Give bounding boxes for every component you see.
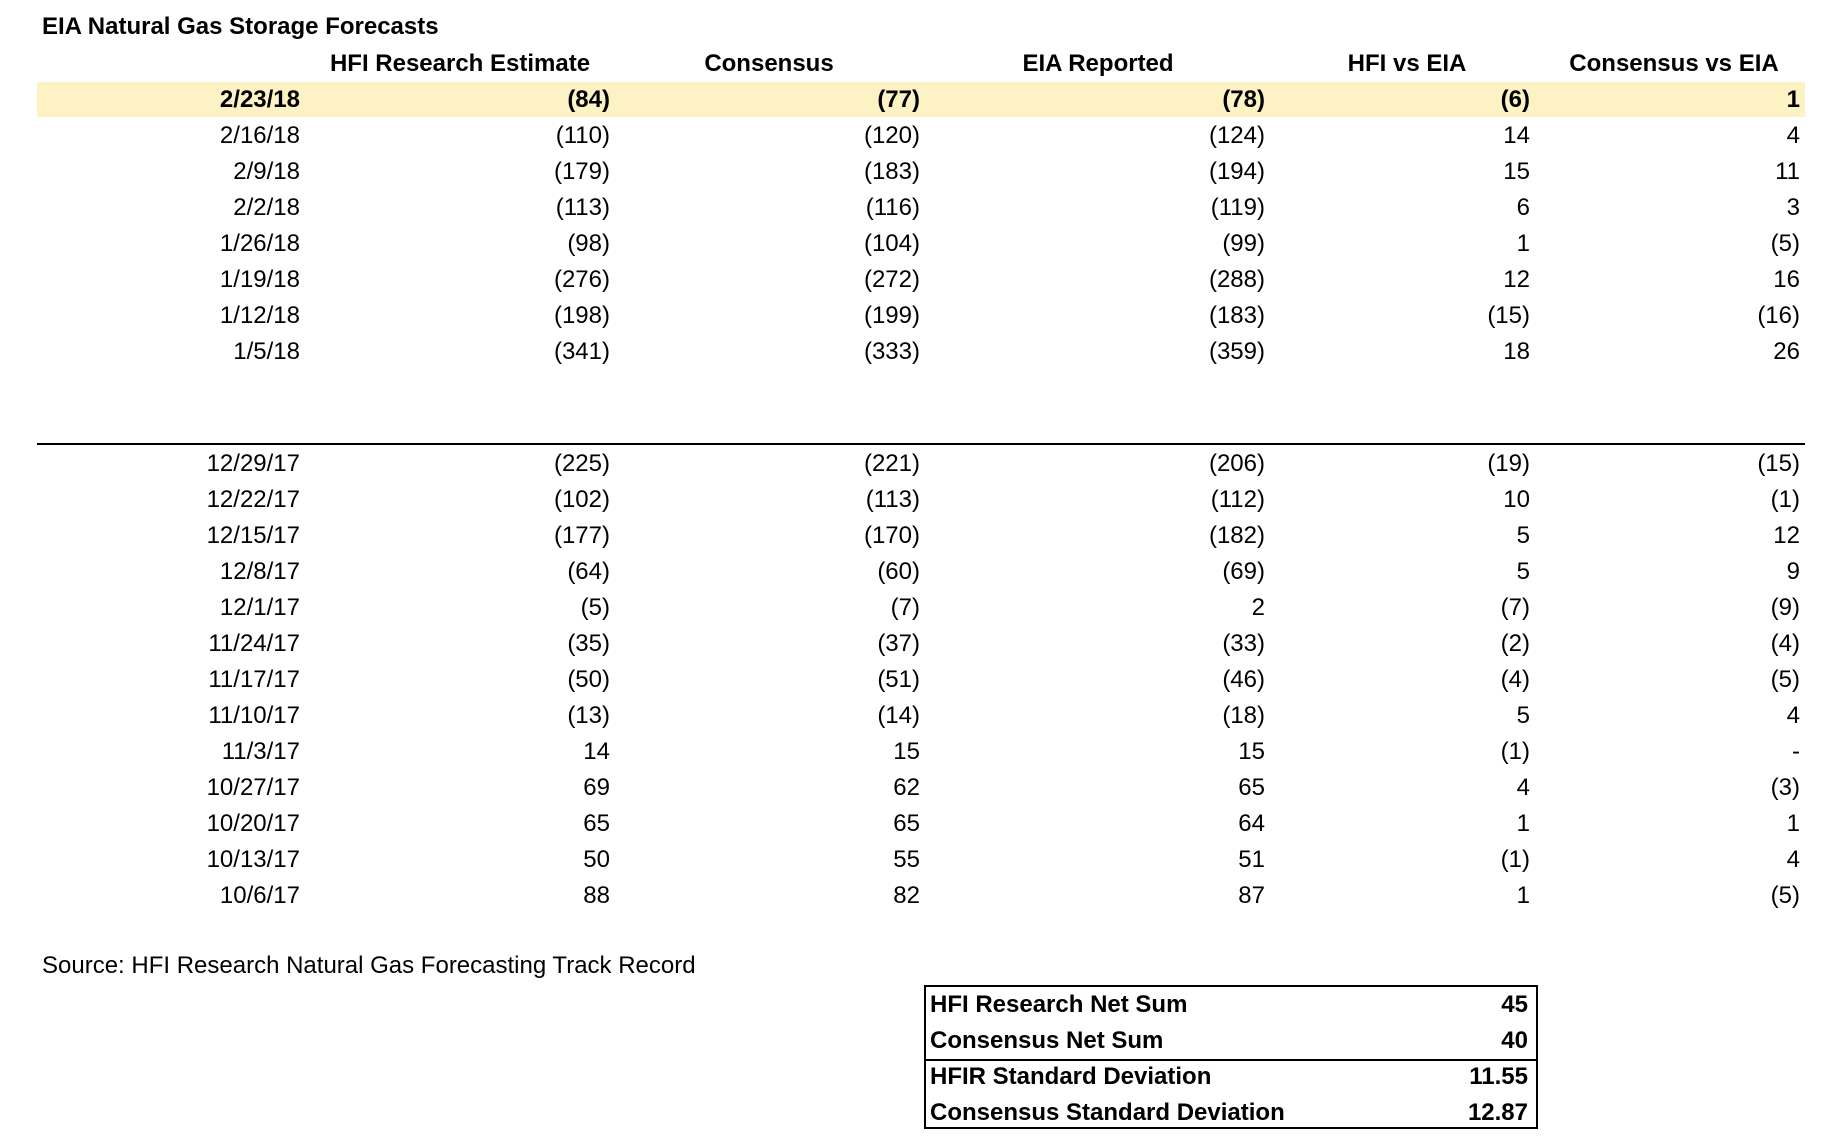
cell-consensus-vs-eia: (9) (1770, 594, 1800, 621)
cell-hfi-estimate: (225) (553, 450, 610, 477)
column-header-consensus: Consensus (704, 50, 834, 77)
table-row (0, 770, 1836, 806)
cell-consensus: 82 (893, 882, 920, 909)
cell-hfi-vs-eia: (7) (1500, 594, 1530, 621)
cell-hfi-estimate: (50) (567, 666, 610, 693)
cell-eia-reported: (46) (1222, 666, 1265, 693)
cell-date: 12/8/17 (219, 558, 300, 585)
cell-hfi-vs-eia: 1 (1516, 230, 1530, 257)
table-row (0, 334, 1836, 370)
cell-eia-reported: 64 (1238, 810, 1265, 837)
cell-eia-reported: (119) (1210, 194, 1265, 221)
table-row (0, 554, 1836, 590)
cell-consensus-vs-eia: 11 (1775, 158, 1800, 185)
cell-date: 11/10/17 (208, 702, 300, 729)
column-header-eia: EIA Reported (1022, 50, 1174, 77)
cell-consensus: (272) (863, 266, 920, 293)
cell-date: 2/9/18 (233, 158, 300, 185)
table-row (0, 806, 1836, 842)
table-row (0, 190, 1836, 226)
cell-consensus: (14) (877, 702, 920, 729)
table-row (0, 698, 1836, 734)
cell-date: 1/12/18 (219, 302, 300, 329)
cell-consensus-vs-eia: 3 (1786, 194, 1800, 221)
table-row (0, 734, 1836, 770)
cell-eia-reported: 65 (1238, 774, 1265, 801)
summary-value: 45 (1501, 991, 1528, 1018)
table-row (0, 518, 1836, 554)
cell-hfi-estimate: 88 (583, 882, 610, 909)
summary-value: 12.87 (1467, 1099, 1528, 1126)
cell-hfi-vs-eia: (19) (1487, 450, 1530, 477)
cell-eia-reported: (182) (1208, 522, 1265, 549)
cell-consensus: (333) (863, 338, 920, 365)
cell-eia-reported: (359) (1208, 338, 1265, 365)
cell-consensus: 55 (893, 846, 920, 873)
summary-label: Consensus Net Sum (930, 1027, 1164, 1054)
cell-eia-reported: (124) (1208, 122, 1265, 149)
cell-eia-reported: (69) (1222, 558, 1265, 585)
cell-hfi-estimate: (113) (555, 194, 610, 221)
cell-consensus-vs-eia: 1 (1786, 810, 1800, 837)
cell-hfi-vs-eia: 5 (1516, 558, 1530, 585)
cell-hfi-vs-eia: 12 (1503, 266, 1530, 293)
cell-consensus: (183) (863, 158, 920, 185)
cell-consensus: (77) (877, 86, 920, 113)
cell-eia-reported: 15 (1238, 738, 1265, 765)
cell-hfi-estimate: (276) (553, 266, 610, 293)
cell-consensus: (199) (863, 302, 920, 329)
cell-consensus: (37) (877, 630, 920, 657)
cell-consensus-vs-eia: (5) (1770, 666, 1800, 693)
cell-consensus-vs-eia: 26 (1773, 338, 1800, 365)
cell-consensus-vs-eia: - (1792, 738, 1800, 765)
table-row (0, 298, 1836, 334)
cell-eia-reported: (206) (1208, 450, 1265, 477)
cell-eia-reported: 51 (1238, 846, 1265, 873)
cell-hfi-estimate: (35) (567, 630, 610, 657)
cell-date: 12/29/17 (206, 450, 300, 477)
cell-date: 2/2/18 (233, 194, 300, 221)
summary-row-hfi-net-sum (926, 987, 1536, 1023)
cell-hfi-estimate: (102) (553, 486, 610, 513)
cell-hfi-vs-eia: 5 (1516, 522, 1530, 549)
table-row (0, 262, 1836, 298)
cell-consensus-vs-eia: (5) (1770, 230, 1800, 257)
cell-hfi-estimate: 65 (583, 810, 610, 837)
cell-consensus-vs-eia: 16 (1773, 266, 1800, 293)
cell-hfi-vs-eia: 18 (1503, 338, 1530, 365)
column-header-consensus-vs-eia: Consensus vs EIA (1569, 50, 1779, 77)
cell-date: 11/3/17 (221, 738, 300, 765)
cell-eia-reported: (18) (1222, 702, 1265, 729)
cell-hfi-estimate: (198) (553, 302, 610, 329)
cell-consensus-vs-eia: 12 (1773, 522, 1800, 549)
table-row (0, 878, 1836, 914)
cell-hfi-estimate: (179) (553, 158, 610, 185)
cell-eia-reported: (33) (1222, 630, 1265, 657)
cell-hfi-vs-eia: 1 (1516, 882, 1530, 909)
cell-consensus-vs-eia: (3) (1770, 774, 1800, 801)
cell-consensus: 65 (893, 810, 920, 837)
source-note: Source: HFI Research Natural Gas Forecasting Track Record (42, 952, 696, 979)
cell-consensus-vs-eia: (1) (1770, 486, 1800, 513)
cell-eia-reported: (288) (1208, 266, 1265, 293)
cell-consensus: (170) (863, 522, 920, 549)
cell-consensus-vs-eia: 4 (1786, 846, 1800, 873)
cell-date: 12/15/17 (206, 522, 300, 549)
cell-date: 10/20/17 (206, 810, 300, 837)
cell-hfi-vs-eia: 10 (1503, 486, 1530, 513)
cell-hfi-vs-eia: (1) (1500, 738, 1530, 765)
cell-consensus-vs-eia: 1 (1786, 86, 1800, 113)
cell-hfi-vs-eia: 4 (1516, 774, 1530, 801)
cell-date: 11/17/17 (208, 666, 300, 693)
cell-consensus: (7) (890, 594, 920, 621)
cell-date: 2/23/18 (219, 86, 300, 113)
table-row (0, 842, 1836, 878)
cell-hfi-estimate: (64) (567, 558, 610, 585)
cell-consensus: (221) (863, 450, 920, 477)
cell-date: 12/1/17 (219, 594, 300, 621)
cell-hfi-estimate: 14 (583, 738, 610, 765)
summary-row-hfir-std-dev (926, 1059, 1536, 1095)
column-header-hfi: HFI Research Estimate (329, 50, 591, 77)
column-header-hfi-vs-eia: HFI vs EIA (1347, 50, 1467, 77)
table-row (0, 482, 1836, 518)
table-row (0, 82, 1836, 118)
cell-hfi-estimate: 69 (583, 774, 610, 801)
cell-hfi-vs-eia: 6 (1516, 194, 1530, 221)
cell-eia-reported: (99) (1222, 230, 1265, 257)
summary-label: HFI Research Net Sum (930, 991, 1188, 1018)
summary-label: Consensus Standard Deviation (930, 1099, 1285, 1126)
cell-consensus-vs-eia: 4 (1786, 702, 1800, 729)
cell-consensus-vs-eia: 4 (1786, 122, 1800, 149)
cell-hfi-estimate: (341) (553, 338, 610, 365)
cell-date: 10/27/17 (206, 774, 300, 801)
summary-row-consensus-net-sum (926, 1023, 1536, 1059)
table-divider (37, 443, 1805, 445)
table-row (0, 226, 1836, 262)
cell-hfi-vs-eia: (6) (1500, 86, 1530, 113)
summary-value: 40 (1501, 1027, 1528, 1054)
cell-eia-reported: (78) (1222, 86, 1265, 113)
cell-hfi-estimate: (13) (567, 702, 610, 729)
cell-consensus: 62 (893, 774, 920, 801)
cell-hfi-vs-eia: (15) (1487, 302, 1530, 329)
summary-box (924, 985, 1538, 1129)
table-row (0, 590, 1836, 626)
page-title: EIA Natural Gas Storage Forecasts (42, 13, 439, 40)
cell-consensus-vs-eia: (5) (1770, 882, 1800, 909)
cell-hfi-vs-eia: (4) (1500, 666, 1530, 693)
cell-consensus: (113) (865, 486, 920, 513)
cell-date: 10/13/17 (206, 846, 300, 873)
summary-label: HFIR Standard Deviation (930, 1063, 1212, 1090)
cell-consensus: (104) (863, 230, 920, 257)
cell-eia-reported: (112) (1210, 486, 1265, 513)
cell-date: 10/6/17 (219, 882, 300, 909)
cell-hfi-vs-eia: 1 (1516, 810, 1530, 837)
cell-consensus-vs-eia: 9 (1786, 558, 1800, 585)
cell-eia-reported: (194) (1208, 158, 1265, 185)
cell-hfi-vs-eia: 14 (1503, 122, 1530, 149)
cell-hfi-estimate: (110) (555, 122, 610, 149)
cell-consensus: (120) (863, 122, 920, 149)
cell-hfi-vs-eia: (2) (1500, 630, 1530, 657)
summary-row-consensus-std-dev (926, 1095, 1536, 1131)
cell-eia-reported: (183) (1208, 302, 1265, 329)
cell-hfi-vs-eia: 15 (1503, 158, 1530, 185)
cell-date: 1/5/18 (233, 338, 300, 365)
cell-consensus-vs-eia: (4) (1770, 630, 1800, 657)
cell-date: 2/16/18 (219, 122, 300, 149)
summary-value: 11.55 (1469, 1063, 1528, 1090)
table-row (0, 662, 1836, 698)
cell-hfi-vs-eia: (1) (1500, 846, 1530, 873)
cell-date: 11/24/17 (208, 630, 300, 657)
cell-hfi-estimate: (5) (580, 594, 610, 621)
cell-eia-reported: 2 (1251, 594, 1265, 621)
table-row (0, 626, 1836, 662)
cell-date: 1/19/18 (219, 266, 300, 293)
cell-consensus: (116) (865, 194, 920, 221)
cell-hfi-estimate: (98) (567, 230, 610, 257)
table-row (0, 446, 1836, 482)
cell-date: 1/26/18 (219, 230, 300, 257)
cell-consensus-vs-eia: (16) (1757, 302, 1800, 329)
cell-hfi-estimate: 50 (583, 846, 610, 873)
table-row (0, 118, 1836, 154)
cell-eia-reported: 87 (1238, 882, 1265, 909)
cell-consensus: (60) (877, 558, 920, 585)
cell-date: 12/22/17 (206, 486, 300, 513)
table-row (0, 154, 1836, 190)
cell-consensus: (51) (877, 666, 920, 693)
cell-consensus-vs-eia: (15) (1757, 450, 1800, 477)
cell-hfi-estimate: (84) (567, 86, 610, 113)
cell-consensus: 15 (893, 738, 920, 765)
cell-hfi-vs-eia: 5 (1516, 702, 1530, 729)
cell-hfi-estimate: (177) (553, 522, 610, 549)
